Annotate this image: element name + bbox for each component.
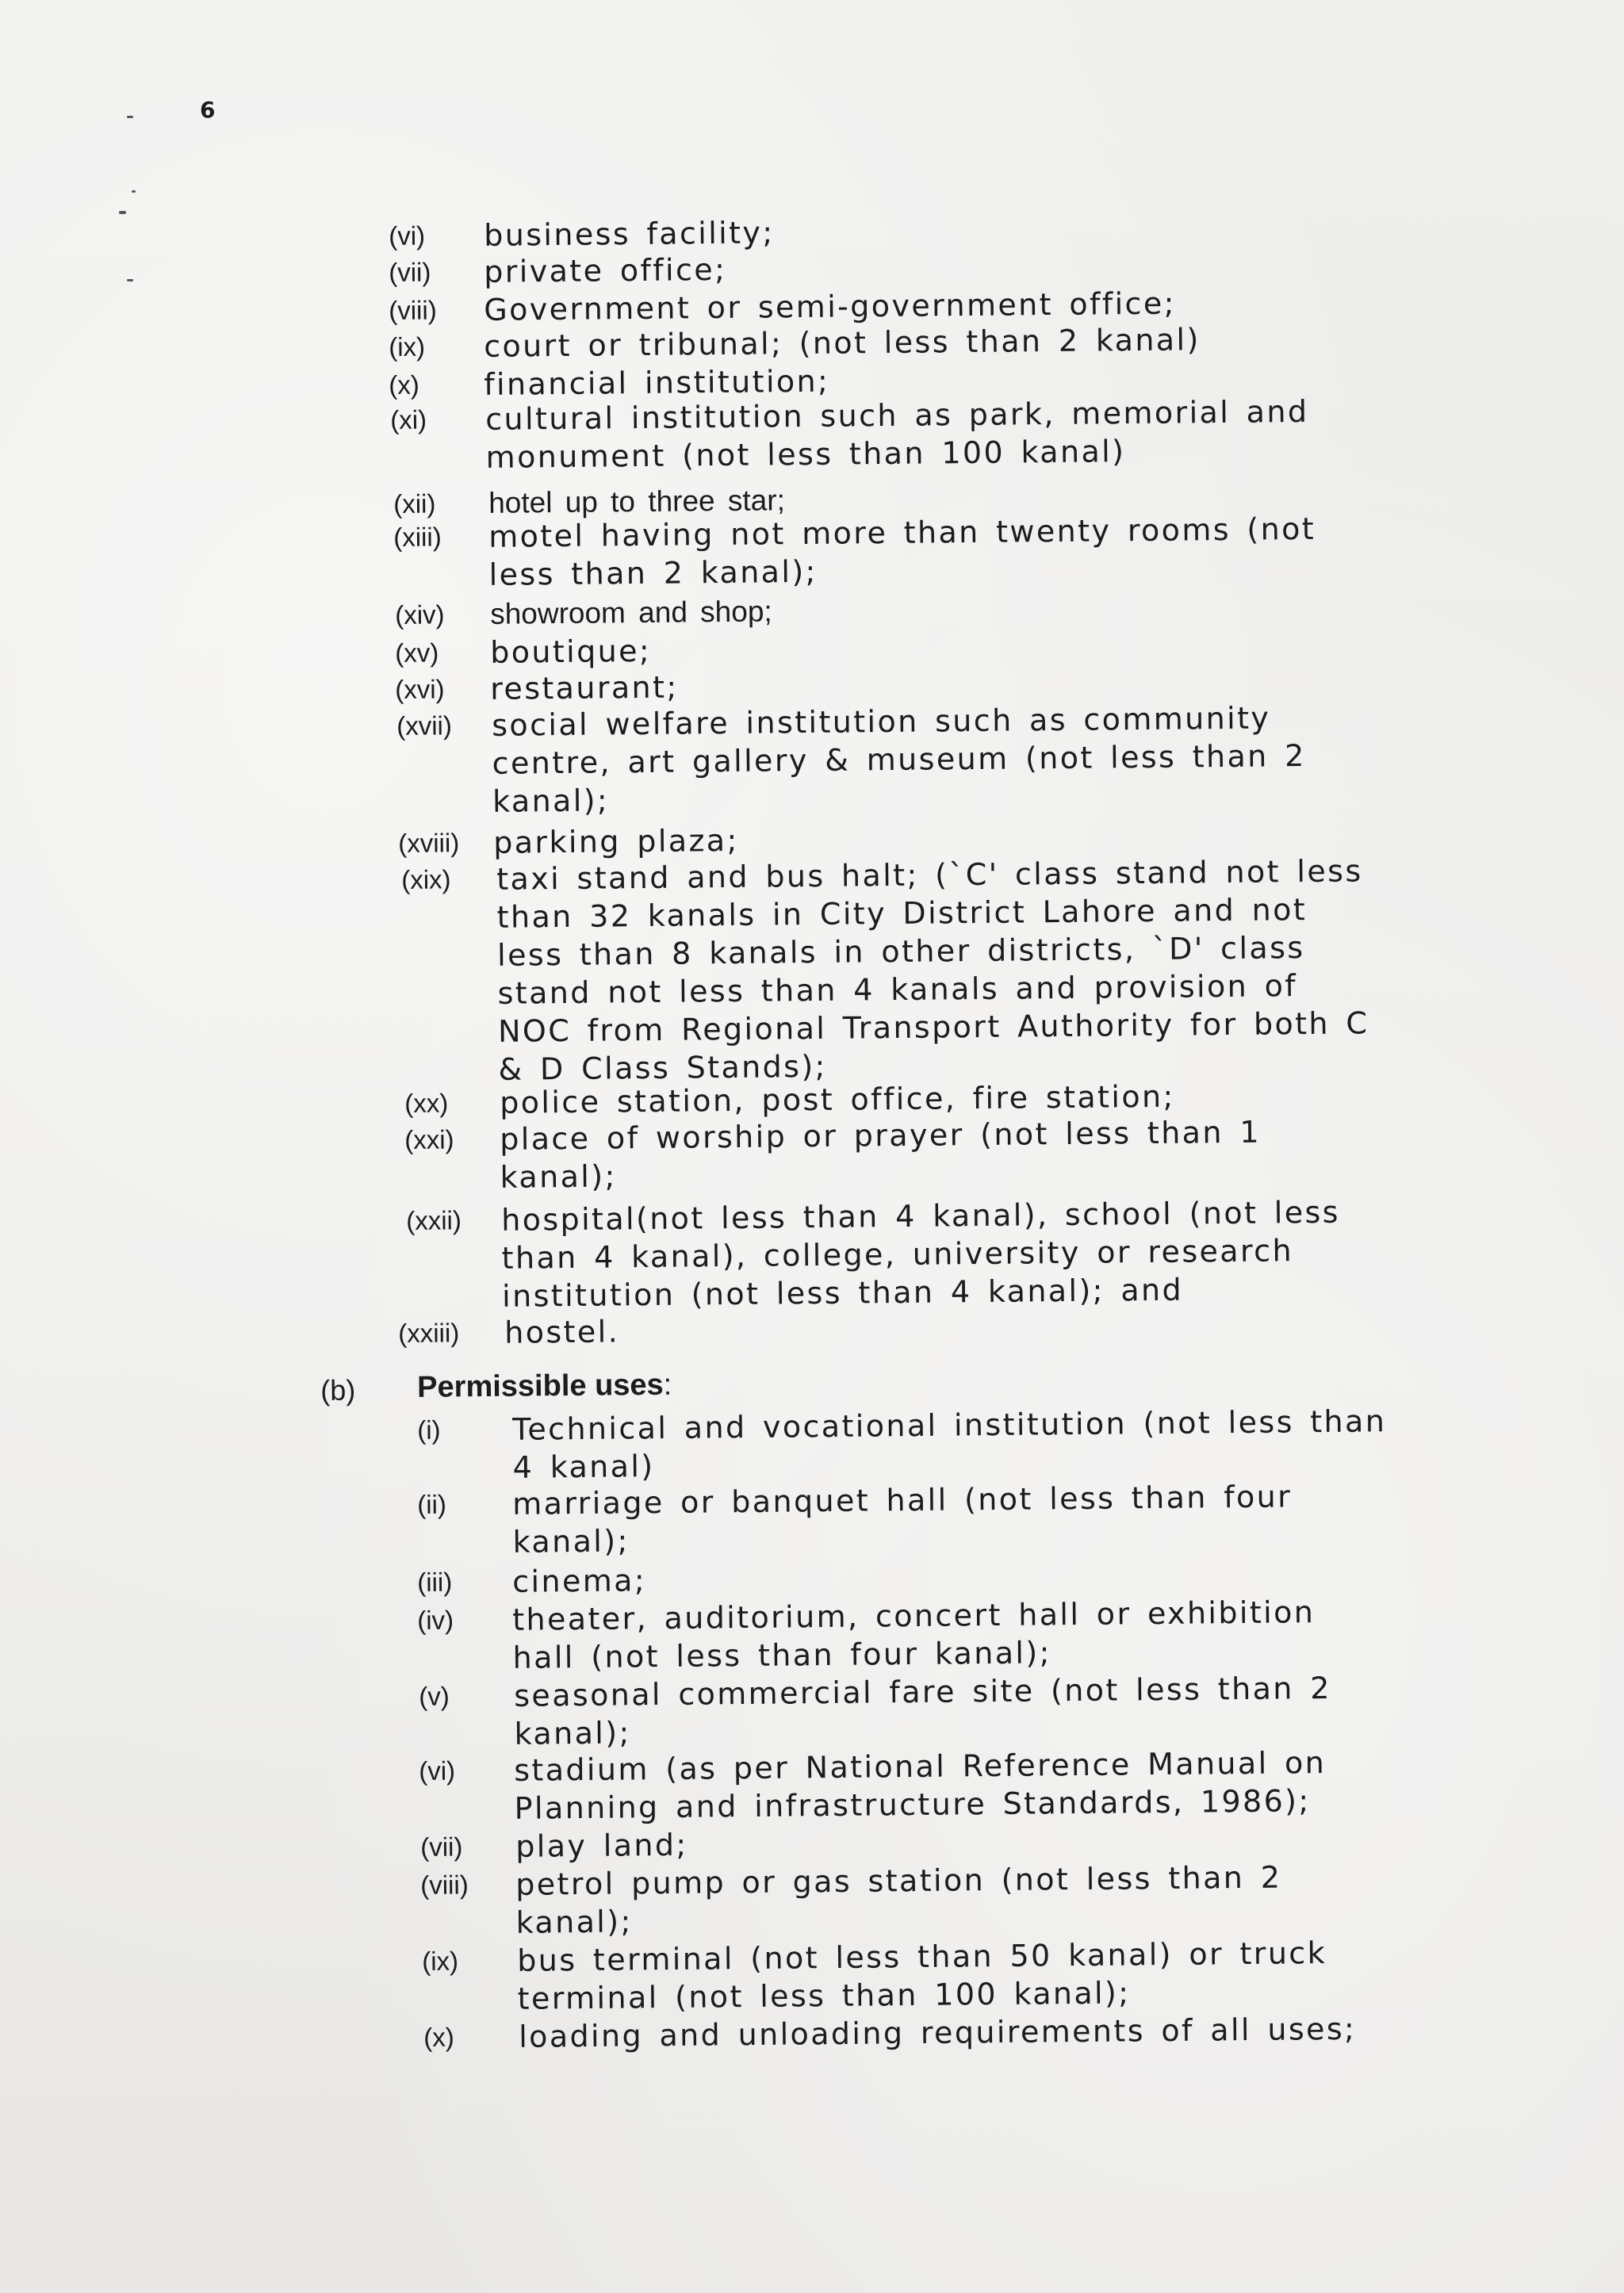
item-number: (ix) <box>389 331 426 362</box>
item-text: Government or semi-government office; <box>484 285 1177 327</box>
item-text: petrol pump or gas station (not less than 2 kanal); <box>515 1859 1282 1940</box>
item-number: (xii) <box>393 488 436 519</box>
section-heading <box>417 1369 672 1405</box>
item-number: (ix) <box>422 1946 459 1976</box>
item-text: place of worship or prayer (not less than 1 kanal); <box>500 1114 1262 1195</box>
item-number: (viii) <box>389 295 437 325</box>
item-number: (x) <box>423 2022 454 2052</box>
list-item <box>406 1192 1382 1316</box>
item-text: social welfare institution such as community centre, art gallery & museum (not less than 2 kanal); <box>492 700 1306 819</box>
item-text: showroom and shop; <box>490 595 772 630</box>
list-item <box>401 852 1387 1089</box>
item-number: (vi) <box>389 220 426 251</box>
list-item <box>417 1476 1388 1562</box>
item-text: seasonal commercial fare site (not less than 2 kanal); <box>514 1670 1332 1751</box>
list-item <box>404 1112 1381 1197</box>
item-number: (xx) <box>404 1088 449 1118</box>
item-number: (x) <box>389 369 419 400</box>
item-number: (vii) <box>420 1832 463 1862</box>
section-letter: (b) <box>320 1373 356 1407</box>
item-number: (viii) <box>420 1870 469 1900</box>
item-text: restaurant; <box>490 669 679 706</box>
list-item <box>419 1668 1390 1754</box>
section-heading-colon: : <box>663 1368 672 1402</box>
item-text: stadium (as per National Reference Manual on Planning and infrastructure Standards, 1986); <box>514 1745 1327 1826</box>
item-text: play land; <box>515 1827 688 1864</box>
item-text: private office; <box>484 251 727 289</box>
item-text: parking plaza; <box>493 822 739 860</box>
item-text: Technical and vocational institution (not less than 4 kanal) <box>512 1403 1387 1485</box>
item-text: hostel. <box>504 1314 620 1350</box>
item-number: (xvii) <box>396 710 453 741</box>
item-text: marriage or banquet hall (not less than four kanal); <box>512 1479 1293 1560</box>
page-number: 6 <box>200 97 216 123</box>
list-item <box>396 698 1381 821</box>
list-item <box>417 1402 1388 1487</box>
section-heading-text: Permissible uses <box>416 1368 664 1404</box>
item-number: (xvi) <box>395 674 445 704</box>
item-text: loading and unloading requirements of all uses; <box>519 2011 1357 2054</box>
item-number: (xix) <box>401 864 451 894</box>
list-item <box>419 1743 1390 1828</box>
item-number: (iii) <box>417 1567 453 1597</box>
list-item <box>393 509 1385 595</box>
item-number: (xiv) <box>395 599 445 630</box>
item-number: (ii) <box>417 1489 447 1519</box>
item-number: (vii) <box>389 257 431 287</box>
item-text: hospital(not less than 4 kanal), school (not less than 4 kanal), college, university or research institution (not less than 4 kanal); and <box>501 1194 1341 1314</box>
item-text: cultural institution such as park, memorial and monument (not less than 100 kanal) <box>485 393 1309 475</box>
item-number: (xxi) <box>404 1124 454 1154</box>
item-text: court or tribunal; (not less than 2 kanal) <box>484 322 1201 364</box>
item-number: (xxiii) <box>398 1318 460 1348</box>
item-text: hotel up to three star; <box>488 484 786 519</box>
list-item <box>420 1857 1392 1943</box>
item-text: bus terminal (not less than 50 kanal) or truck terminal (not less than 100 kanal); <box>517 1935 1327 2016</box>
item-text: cinema; <box>512 1563 647 1599</box>
item-number: (xiii) <box>393 522 442 552</box>
item-text: boutique; <box>490 633 652 670</box>
item-text: taxi stand and bus halt; (`C' class stand not less than 32 kanals in City District Lahore and not less than 8 kanals in other districts, `D' class stand not less than 4 kanals and provision of NOC from Regional Transport Authority for both C & D Class Stands); <box>496 853 1369 1087</box>
item-text: motel having not more than twenty rooms (not less than 2 kanal); <box>488 511 1316 592</box>
item-number: (xxii) <box>406 1205 462 1235</box>
item-number: (vi) <box>419 1755 456 1786</box>
section-b-heading <box>320 1369 672 1410</box>
item-number: (iv) <box>417 1605 454 1635</box>
list-item <box>422 1933 1393 2019</box>
item-number: (i) <box>417 1414 441 1445</box>
item-number: (v) <box>419 1681 450 1711</box>
item-text: business facility; <box>484 215 775 253</box>
item-text: police station, post office, fire station; <box>500 1078 1175 1120</box>
list-item <box>390 392 1390 477</box>
item-number: (xv) <box>395 637 439 668</box>
list-item <box>417 1592 1388 1678</box>
item-text: financial institution; <box>484 363 830 402</box>
item-text: theater, auditorium, concert hall or exhibition hall (not less than four kanal); <box>512 1594 1316 1675</box>
item-number: (xi) <box>390 404 427 434</box>
item-number: (xviii) <box>398 828 460 858</box>
